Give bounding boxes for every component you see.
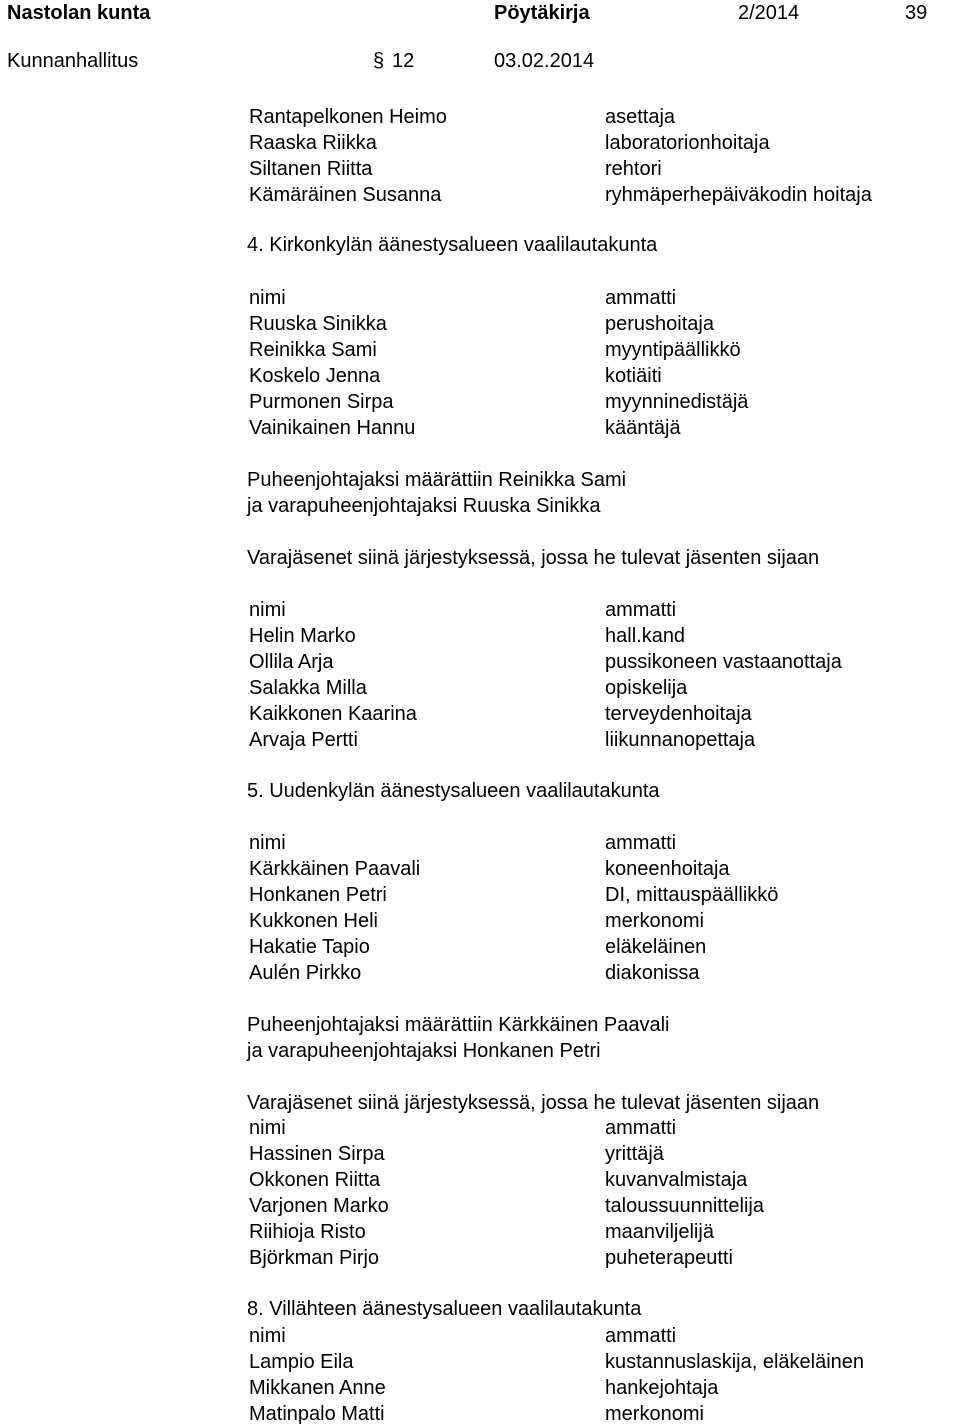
member-name: Matinpalo Matti xyxy=(249,1403,385,1425)
member-role: laboratorionhoitaja xyxy=(605,132,770,154)
document-type: Pöytäkirja xyxy=(494,2,590,24)
section-4-title: 4. Kirkonkylän äänestysalueen vaalilautakunta xyxy=(247,234,658,256)
member-name: Lampio Eila xyxy=(249,1351,354,1373)
member-role: DI, mittauspäällikkö xyxy=(605,884,779,906)
member-name: Raaska Riikka xyxy=(249,132,377,154)
deputy-role: maanviljelijä xyxy=(605,1221,714,1243)
deputy-role: terveydenhoitaja xyxy=(605,703,752,725)
member-role: asettaja xyxy=(605,106,676,128)
member-role: kääntäjä xyxy=(605,417,681,439)
deputy-role: opiskelija xyxy=(605,677,688,699)
deputy-name: Ollila Arja xyxy=(249,651,334,673)
page-number: 39 xyxy=(905,2,928,24)
member-name: Kämäräinen Susanna xyxy=(249,184,442,206)
member-role: hankejohtaja xyxy=(605,1377,719,1399)
deputy-name: Helin Marko xyxy=(249,625,356,647)
deputy-role: puheterapeutti xyxy=(605,1247,733,1269)
column-header-role: ammatti xyxy=(605,832,677,854)
deputy-name: Riihioja Risto xyxy=(249,1221,366,1243)
section-5-deputies-title: Varajäsenet siinä järjestyksessä, jossa he tulevat jäsenten sijaan xyxy=(247,1092,820,1114)
deputy-role: taloussuunnittelija xyxy=(605,1195,764,1217)
section-4-vice-chair: ja varapuheenjohtajaksi Ruuska Sinikka xyxy=(247,495,601,517)
section-8-title: 8. Villähteen äänestysalueen vaalilautakunta xyxy=(247,1298,642,1320)
column-header-name: nimi xyxy=(249,1117,286,1139)
member-role: kotiäiti xyxy=(605,365,662,387)
member-name: Reinikka Sami xyxy=(249,339,377,361)
member-name: Ruuska Sinikka xyxy=(249,313,387,335)
member-role: koneenhoitaja xyxy=(605,858,730,880)
section-5-title: 5. Uudenkylän äänestysalueen vaalilautakunta xyxy=(247,780,660,802)
meeting-date: 03.02.2014 xyxy=(494,50,595,72)
member-role: diakonissa xyxy=(605,962,700,984)
column-header-role: ammatti xyxy=(605,1325,677,1347)
section-5-vice-chair: ja varapuheenjohtajaksi Honkanen Petri xyxy=(247,1040,601,1062)
member-name: Vainikainen Hannu xyxy=(249,417,416,439)
section-number: 12 xyxy=(392,50,415,72)
deputy-name: Hassinen Sirpa xyxy=(249,1143,385,1165)
member-name: Koskelo Jenna xyxy=(249,365,381,387)
column-header-name: nimi xyxy=(249,287,286,309)
deputy-role: yrittäjä xyxy=(605,1143,664,1165)
deputy-name: Varjonen Marko xyxy=(249,1195,389,1217)
section-4-deputies-title: Varajäsenet siinä järjestyksessä, jossa he tulevat jäsenten sijaan xyxy=(247,547,820,569)
member-name: Siltanen Riitta xyxy=(249,158,373,180)
section-4-chair: Puheenjohtajaksi määrättiin Reinikka Sami xyxy=(247,469,627,491)
document-number: 2/2014 xyxy=(738,2,800,24)
column-header-name: nimi xyxy=(249,832,286,854)
deputy-name: Björkman Pirjo xyxy=(249,1247,380,1269)
section-5-chair: Puheenjohtajaksi määrättiin Kärkkäinen Paavali xyxy=(247,1014,670,1036)
column-header-name: nimi xyxy=(249,1325,286,1347)
member-name: Aulén Pirkko xyxy=(249,962,362,984)
member-name: Kärkkäinen Paavali xyxy=(249,858,421,880)
column-header-name: nimi xyxy=(249,599,286,621)
column-header-role: ammatti xyxy=(605,599,677,621)
member-role: myyntipäällikkö xyxy=(605,339,741,361)
deputy-name: Salakka Milla xyxy=(249,677,367,699)
member-role: rehtori xyxy=(605,158,662,180)
member-role: myynninedistäjä xyxy=(605,391,749,413)
member-name: Hakatie Tapio xyxy=(249,936,370,958)
member-name: Kukkonen Heli xyxy=(249,910,378,932)
member-role: eläkeläinen xyxy=(605,936,707,958)
member-name: Rantapelkonen Heimo xyxy=(249,106,447,128)
member-role: ryhmäperhepäiväkodin hoitaja xyxy=(605,184,872,206)
deputy-role: kuvanvalmistaja xyxy=(605,1169,748,1191)
column-header-role: ammatti xyxy=(605,287,677,309)
member-name: Honkanen Petri xyxy=(249,884,387,906)
deputy-name: Okkonen Riitta xyxy=(249,1169,381,1191)
deputy-role: pussikoneen vastaanottaja xyxy=(605,651,842,673)
deputy-role: hall.kand xyxy=(605,625,686,647)
member-name: Purmonen Sirpa xyxy=(249,391,394,413)
member-role: kustannuslaskija, eläkeläinen xyxy=(605,1351,865,1373)
deputy-name: Kaikkonen Kaarina xyxy=(249,703,417,725)
member-role: merkonomi xyxy=(605,910,704,932)
deputy-role: liikunnanopettaja xyxy=(605,729,756,751)
column-header-role: ammatti xyxy=(605,1117,677,1139)
deputy-name: Arvaja Pertti xyxy=(249,729,358,751)
municipality-name: Nastolan kunta xyxy=(7,2,151,24)
section-symbol: § xyxy=(373,50,385,72)
member-role: merkonomi xyxy=(605,1403,704,1425)
member-role: perushoitaja xyxy=(605,313,714,335)
member-name: Mikkanen Anne xyxy=(249,1377,386,1399)
governing-body: Kunnanhallitus xyxy=(7,50,139,72)
